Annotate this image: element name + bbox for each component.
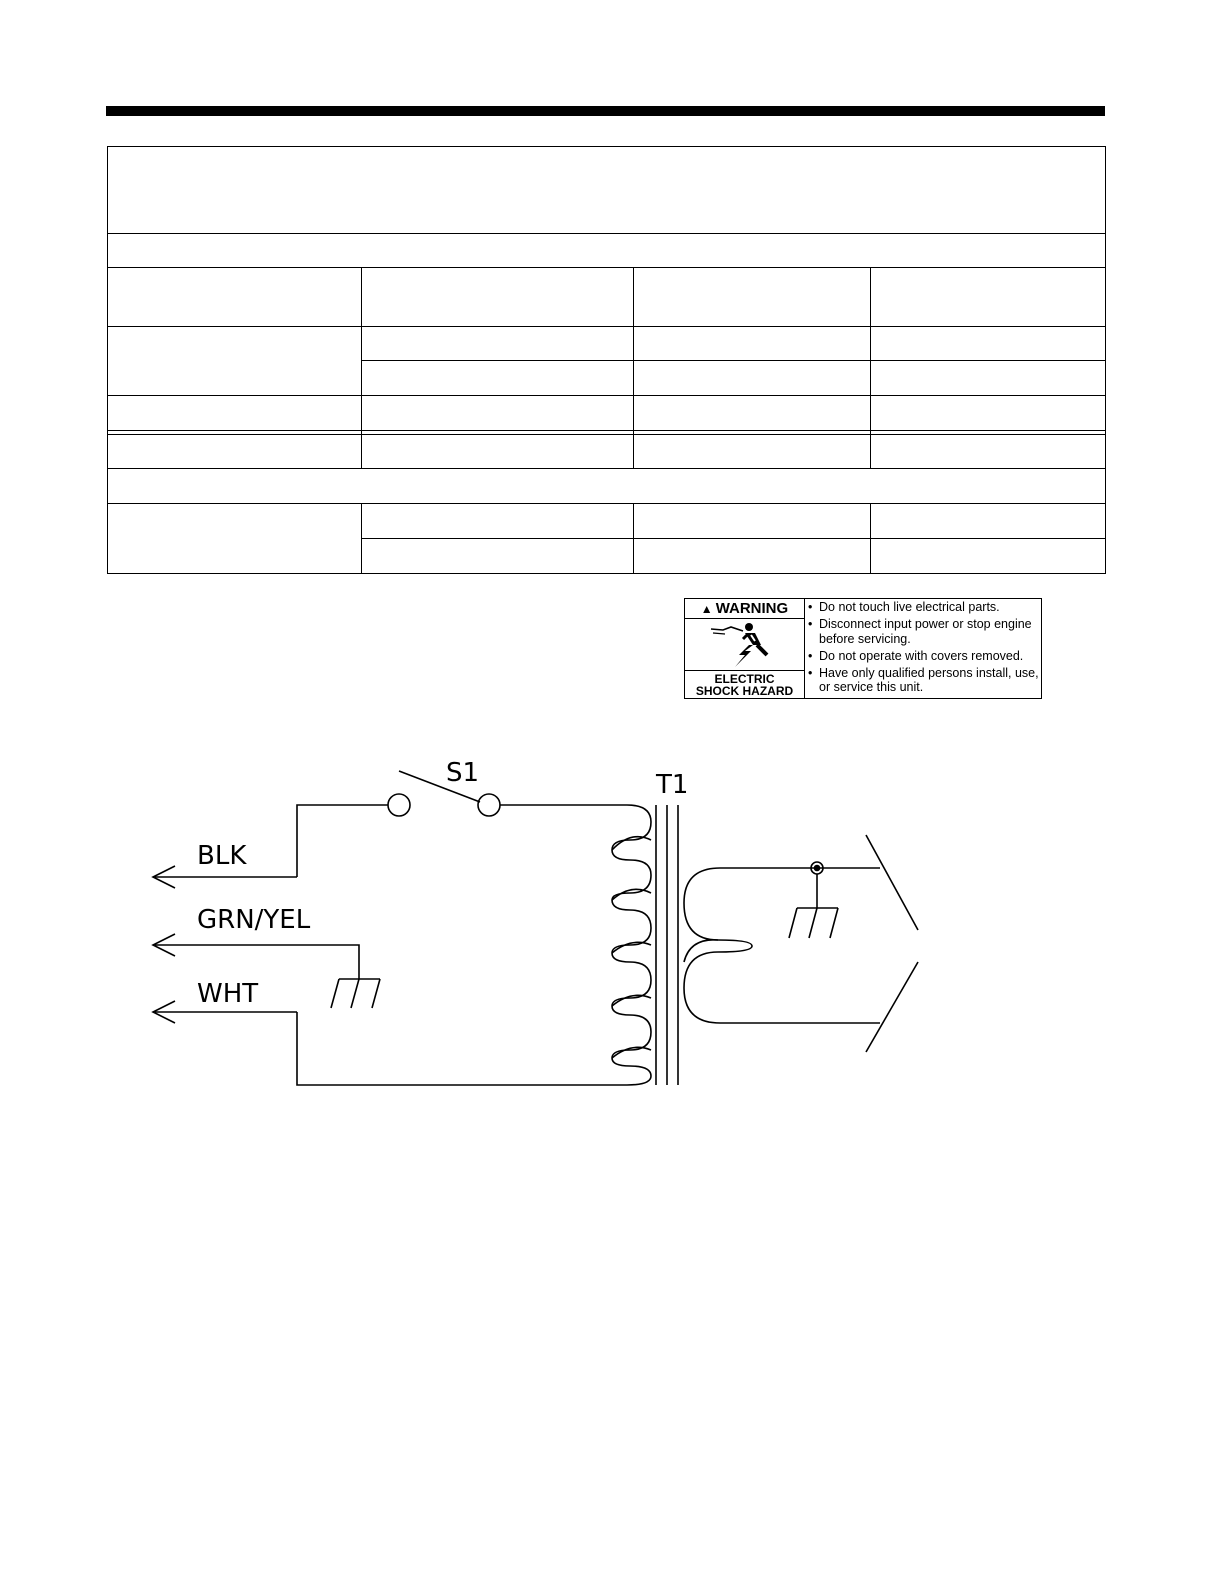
- primary-coil: [612, 942, 651, 953]
- ground-symbol: [331, 979, 380, 1008]
- transformer-label: T1: [656, 770, 689, 800]
- warning-item: • Do not operate with covers removed.: [807, 649, 1039, 664]
- warning-item: • Do not touch live electrical parts.: [807, 600, 1039, 615]
- switch-terminal: [478, 794, 500, 816]
- switch-terminal: [388, 794, 410, 816]
- grn-yel-wire: [155, 945, 359, 979]
- warning-triangle-icon: ▲: [700, 602, 713, 616]
- wht-label: WHT: [197, 979, 259, 1009]
- primary-coil: [612, 1047, 651, 1058]
- ground-symbol: [789, 908, 838, 938]
- warning-item: • Have only qualified persons install, use, or service this unit.: [807, 666, 1039, 695]
- ground-terminal: [815, 866, 820, 871]
- hazard-line-2: SHOCK HAZARD: [695, 684, 794, 698]
- output-lead: [866, 962, 918, 1052]
- secondary-coil: [684, 940, 718, 962]
- wht-wire: [297, 1012, 627, 1085]
- primary-coil: [612, 889, 651, 900]
- primary-coil: [612, 837, 651, 850]
- primary-coil: [612, 805, 651, 1085]
- blk-wire: [297, 805, 388, 877]
- grn-yel-label: GRN/YEL: [197, 905, 311, 935]
- blk-label: BLK: [197, 841, 247, 871]
- secondary-coil: [684, 868, 880, 1023]
- warning-heading-text: WARNING: [715, 600, 789, 617]
- warning-item: • Disconnect input power or stop engine before servicing.: [807, 617, 1039, 646]
- hazard-line-1: ELECTRIC: [714, 672, 775, 686]
- output-lead: [866, 835, 918, 930]
- switch-label: S1: [446, 758, 480, 788]
- primary-coil: [612, 995, 651, 1006]
